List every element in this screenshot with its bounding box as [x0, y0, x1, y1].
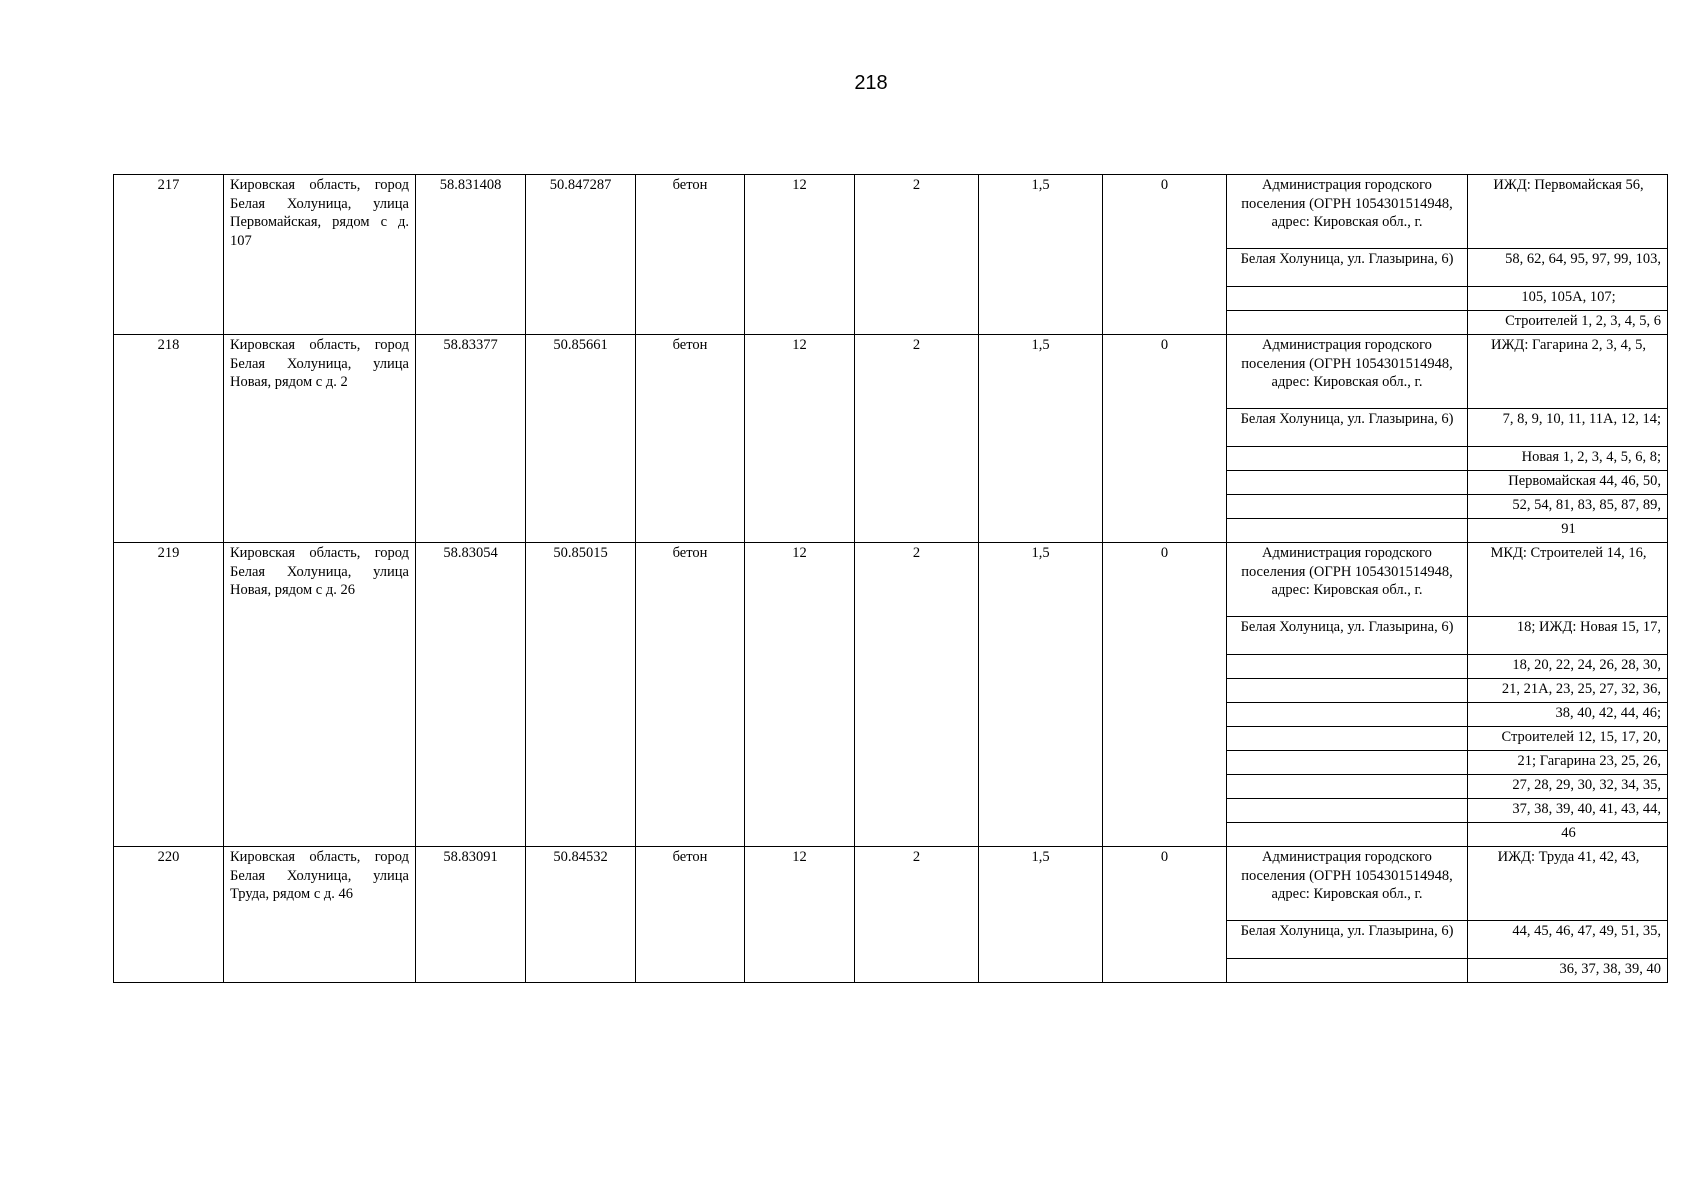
owner-cell: Администрация городского поселения (ОГРН 1054301514948, адрес: Кировская обл., г. — [1227, 175, 1468, 249]
latitude: 58.83054 — [416, 543, 526, 847]
owner-cell: Белая Холуница, ул. Глазырина, 6) — [1227, 409, 1468, 447]
owner-cell — [1227, 959, 1468, 983]
surface-type: бетон — [636, 543, 745, 847]
page-number: 218 — [854, 72, 888, 94]
served-objects-cell: 52, 54, 81, 83, 85, 87, 89, — [1468, 495, 1668, 519]
served-objects-cell: Первомайская 44, 46, 50, — [1468, 471, 1668, 495]
served-objects-cell: 21; Гагарина 23, 25, 26, — [1468, 751, 1668, 775]
longitude: 50.84532 — [526, 847, 636, 983]
surface-type: бетон — [636, 335, 745, 543]
record-number: 218 — [114, 335, 224, 543]
served-objects-cell: ИЖД: Труда 41, 42, 43, — [1468, 847, 1668, 921]
served-objects-cell: Строителей 1, 2, 3, 4, 5, 6 — [1468, 311, 1668, 335]
served-objects-cell: 21, 21А, 23, 25, 27, 32, 36, — [1468, 679, 1668, 703]
container-count: 2 — [855, 847, 979, 983]
served-objects-cell: Строителей 12, 15, 17, 20, — [1468, 727, 1668, 751]
site-area: 12 — [745, 847, 855, 983]
owner-cell: Белая Холуница, ул. Глазырина, 6) — [1227, 617, 1468, 655]
served-objects-cell: 37, 38, 39, 40, 41, 43, 44, — [1468, 799, 1668, 823]
site-address: Кировская область, город Белая Холуница, улица Новая, рядом с д. 2 — [224, 335, 416, 543]
latitude: 58.83091 — [416, 847, 526, 983]
served-objects-cell: 105, 105А, 107; — [1468, 287, 1668, 311]
planned-containers: 0 — [1103, 335, 1227, 543]
owner-cell — [1227, 799, 1468, 823]
served-objects-cell: 91 — [1468, 519, 1668, 543]
owner-cell — [1227, 775, 1468, 799]
owner-cell — [1227, 727, 1468, 751]
owner-cell — [1227, 751, 1468, 775]
owner-cell — [1227, 703, 1468, 727]
served-objects-cell: 36, 37, 38, 39, 40 — [1468, 959, 1668, 983]
served-objects-cell: 18; ИЖД: Новая 15, 17, — [1468, 617, 1668, 655]
served-objects-cell: 44, 45, 46, 47, 49, 51, 35, — [1468, 921, 1668, 959]
owner-cell: Белая Холуница, ул. Глазырина, 6) — [1227, 249, 1468, 287]
owner-cell — [1227, 679, 1468, 703]
container-volume: 1,5 — [979, 175, 1103, 335]
planned-containers: 0 — [1103, 543, 1227, 847]
served-objects-cell: 38, 40, 42, 44, 46; — [1468, 703, 1668, 727]
record-number: 217 — [114, 175, 224, 335]
owner-cell: Администрация городского поселения (ОГРН 1054301514948, адрес: Кировская обл., г. — [1227, 847, 1468, 921]
served-objects-cell: 18, 20, 22, 24, 26, 28, 30, — [1468, 655, 1668, 679]
served-objects-cell: ИЖД: Первомайская 56, — [1468, 175, 1668, 249]
served-objects-cell: ИЖД: Гагарина 2, 3, 4, 5, — [1468, 335, 1668, 409]
longitude: 50.85015 — [526, 543, 636, 847]
served-objects-cell: Новая 1, 2, 3, 4, 5, 6, 8; — [1468, 447, 1668, 471]
latitude: 58.83377 — [416, 335, 526, 543]
site-area: 12 — [745, 335, 855, 543]
owner-cell — [1227, 655, 1468, 679]
owner-cell: Администрация городского поселения (ОГРН 1054301514948, адрес: Кировская обл., г. — [1227, 543, 1468, 617]
served-objects-cell: 27, 28, 29, 30, 32, 34, 35, — [1468, 775, 1668, 799]
latitude: 58.831408 — [416, 175, 526, 335]
site-area: 12 — [745, 543, 855, 847]
owner-cell — [1227, 471, 1468, 495]
container-count: 2 — [855, 175, 979, 335]
record-number: 219 — [114, 543, 224, 847]
container-volume: 1,5 — [979, 335, 1103, 543]
table-row — [114, 543, 1668, 617]
owner-cell: Администрация городского поселения (ОГРН 1054301514948, адрес: Кировская обл., г. — [1227, 335, 1468, 409]
site-address: Кировская область, город Белая Холуница, улица Первомайская, рядом с д. 107 — [224, 175, 416, 335]
surface-type: бетон — [636, 847, 745, 983]
container-volume: 1,5 — [979, 847, 1103, 983]
planned-containers: 0 — [1103, 847, 1227, 983]
site-address: Кировская область, город Белая Холуница, улица Труда, рядом с д. 46 — [224, 847, 416, 983]
owner-cell: Белая Холуница, ул. Глазырина, 6) — [1227, 921, 1468, 959]
container-count: 2 — [855, 543, 979, 847]
site-address: Кировская область, город Белая Холуница, улица Новая, рядом с д. 26 — [224, 543, 416, 847]
longitude: 50.847287 — [526, 175, 636, 335]
owner-cell — [1227, 447, 1468, 471]
owner-cell — [1227, 495, 1468, 519]
registry-body — [114, 175, 1668, 983]
owner-cell — [1227, 311, 1468, 335]
owner-cell — [1227, 519, 1468, 543]
served-objects-cell: МКД: Строителей 14, 16, — [1468, 543, 1668, 617]
container-volume: 1,5 — [979, 543, 1103, 847]
waste-site-registry-table — [113, 174, 1668, 983]
table-row — [114, 175, 1668, 249]
record-number: 220 — [114, 847, 224, 983]
served-objects-cell: 46 — [1468, 823, 1668, 847]
table-row — [114, 335, 1668, 409]
surface-type: бетон — [636, 175, 745, 335]
planned-containers: 0 — [1103, 175, 1227, 335]
served-objects-cell: 58, 62, 64, 95, 97, 99, 103, — [1468, 249, 1668, 287]
table-row — [114, 847, 1668, 921]
served-objects-cell: 7, 8, 9, 10, 11, 11А, 12, 14; — [1468, 409, 1668, 447]
container-count: 2 — [855, 335, 979, 543]
owner-cell — [1227, 823, 1468, 847]
site-area: 12 — [745, 175, 855, 335]
owner-cell — [1227, 287, 1468, 311]
longitude: 50.85661 — [526, 335, 636, 543]
